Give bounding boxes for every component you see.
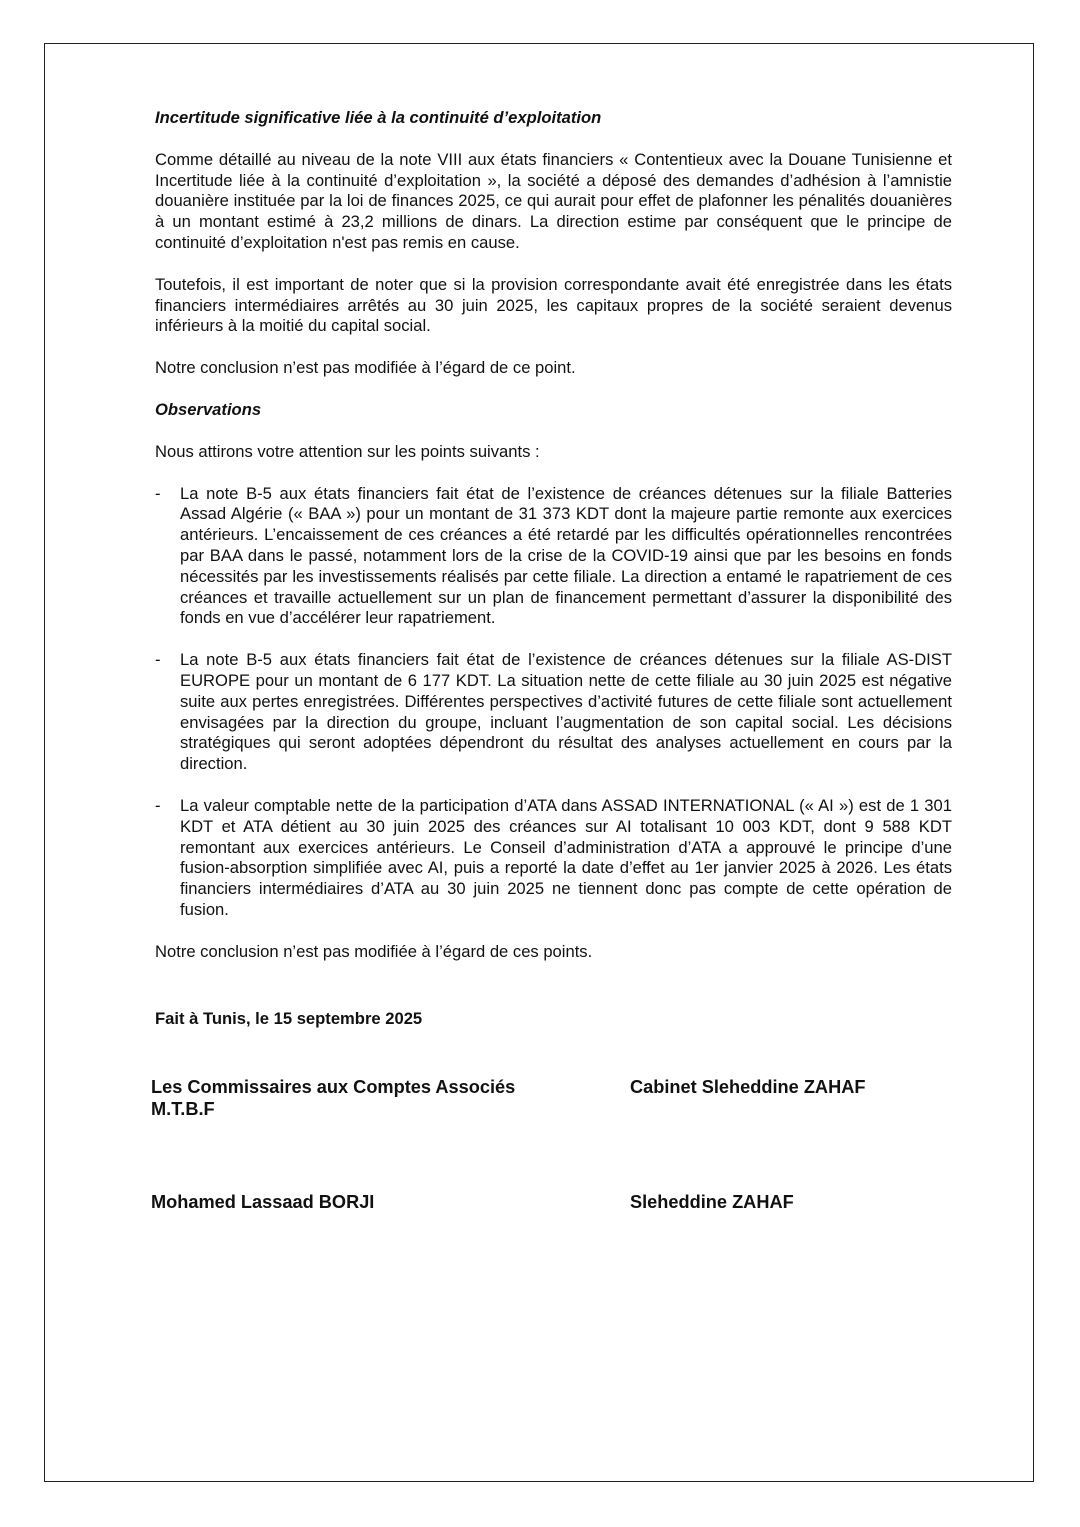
observations-list (155, 484, 952, 921)
bullet-dash: - (155, 650, 161, 670)
observation-text: La note B-5 aux états financiers fait état de l’existence de créances détenues sur la filiale Batteries Assad Algérie (« BAA ») pour un montant de 31 373 KDT dont la majeure partie remonte aux exercices antérieurs. L’encaissement de ces créances a été retardé par les difficultés opérationnelles rencontrées par BAA dans le passé, notamment lors de la crise de la COVID-19 ainsi que par les besoins en fonds nécessités par les investissements réalisés par cette filiale. La direction a entamé le rapatriement de ces créances et travaille actuellement sur un plan de financement permettant d’assurer la disponibilité des fonds en vue d’accélérer leur rapatriement. (180, 483, 952, 628)
going-concern-paragraph-1: Comme détaillé au niveau de la note VIII aux états financiers « Contentieux avec la Douane Tunisienne et Incertitude liée à la continuité d’exploitation », la société a déposé des demandes d’adhésion à l’amnistie douanière instituée par la loi de finances 2025, ce qui aurait pour effet de plafonner les pénalités douanières à un montant estimé à 23,2 millions de dinars. La direction estime par conséquent que le principe de continuité d’exploitation n'est pas remis en cause. (155, 149, 952, 252)
observation-text: La valeur comptable nette de la participation d’ATA dans ASSAD INTERNATIONAL (« AI ») est de 1 301 KDT et ATA détient au 30 juin 2025 des créances sur AI totalisant 10 003 KDT, dont 9 588 KDT remontant aux exercices antérieurs. Le Conseil d’administration d’ATA a approuvé le principe d’une fusion-absorption simplifiée avec AI, puis a reporté la date d’effet au 1er janvier 2025 à 2026. Les états financiers intermédiaires d’ATA au 30 juin 2025 ne tiennent donc pas compte de cette opération de fusion. (180, 795, 952, 919)
auditors-title-line-2: M.T.B.F (151, 1099, 215, 1119)
report-body (155, 108, 952, 984)
going-concern-conclusion: Notre conclusion n’est pas modifiée à l’égard de ce point. (155, 358, 576, 378)
place-and-date: Fait à Tunis, le 15 septembre 2025 (155, 1009, 423, 1028)
auditors-title (151, 1076, 515, 1120)
bullet-dash: - (155, 795, 161, 815)
observation-item (155, 796, 952, 921)
observation-item (155, 484, 952, 630)
signatory-right-name: Sleheddine ZAHAF (630, 1192, 794, 1212)
signatory-left-name: Mohamed Lassaad BORJI (151, 1192, 375, 1212)
observations-heading: Observations (155, 399, 262, 419)
bullet-dash: - (155, 483, 161, 503)
observation-text: La note B-5 aux états financiers fait état de l’existence de créances détenues sur la filiale AS-DIST EUROPE pour un montant de 6 177 KDT. La situation nette de cette filiale au 30 juin 2025 est négative suite aux pertes enregistrées. Différentes perspectives d’activité futures de cette filiale sont actuellement envisagées par la direction du groupe, incluant l’augmentation de son capital social. Les décisions stratégiques qui seront adoptées dépendront du résultat des analyses actuellement en cours par la direction. (180, 650, 952, 774)
auditors-title-line-1: Les Commissaires aux Comptes Associés (151, 1077, 516, 1097)
observation-item (155, 650, 952, 775)
cabinet-title: Cabinet Sleheddine ZAHAF (630, 1077, 866, 1097)
observations-conclusion: Notre conclusion n’est pas modifiée à l’égard de ces points. (155, 941, 593, 961)
going-concern-paragraph-2: Toutefois, il est important de noter que si la provision correspondante avait été enregistrée dans les états financiers intermédiaires arrêtés au 30 juin 2025, les capitaux propres de la société seraient devenus inférieurs à la moitié du capital social. (155, 274, 952, 336)
going-concern-heading: Incertitude significative liée à la continuité d’exploitation (155, 108, 602, 127)
observations-intro: Nous attirons votre attention sur les points suivants : (155, 441, 540, 461)
